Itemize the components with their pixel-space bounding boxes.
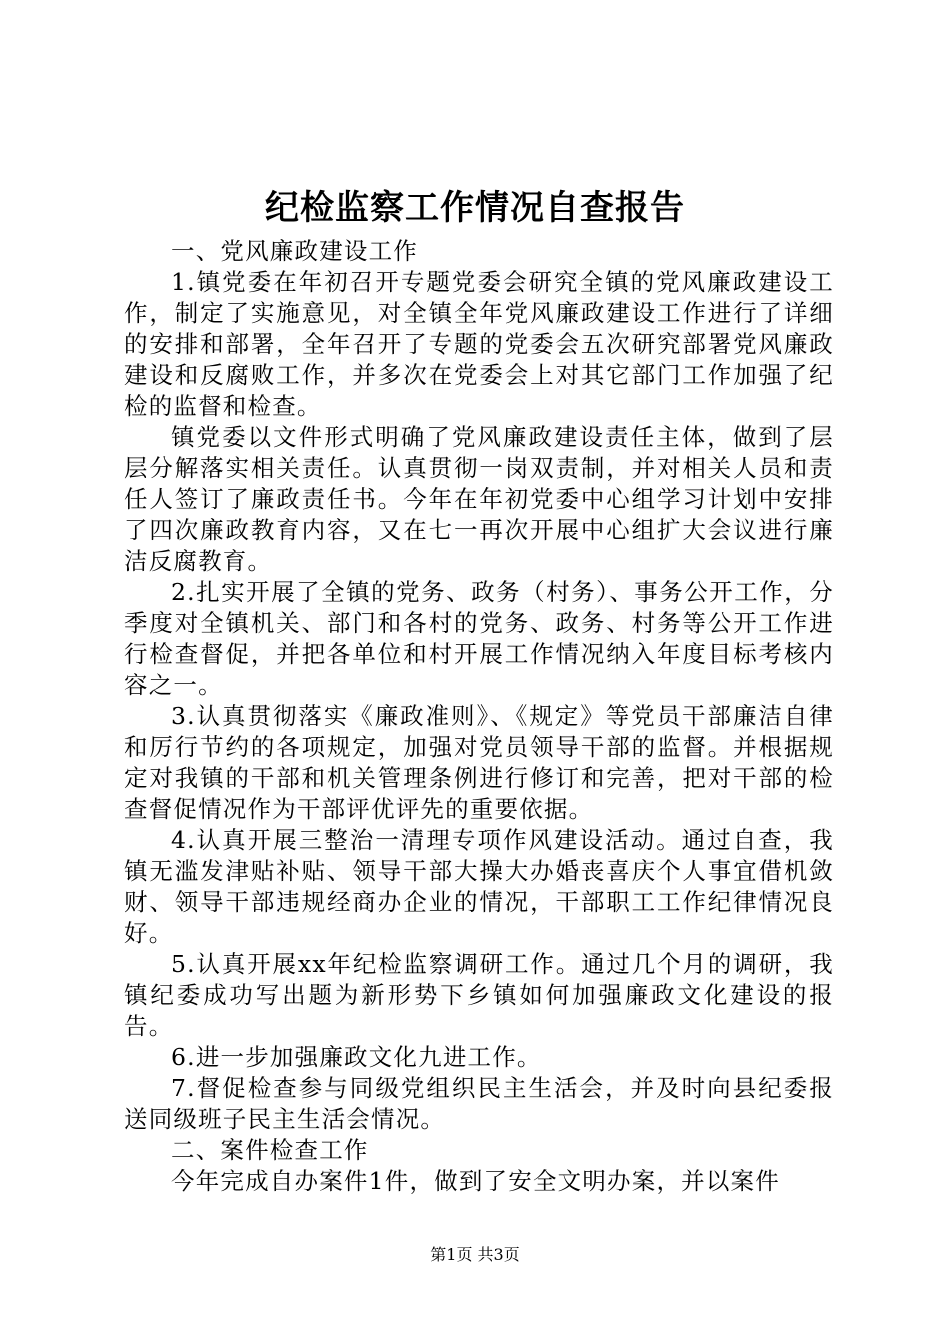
paragraph-4: 3.认真贯彻落实《廉政准则》、《规定》等党员干部廉洁自律和厉行节约的各项规定，加强对党员领导干部的监督。并根据规定对我镇的干部和机关管理条例进行修订和完善，把对干部的检查督促情况作为干部评优评先的重要依据。: [124, 702, 834, 823]
paragraph-2: 镇党委以文件形式明确了党风廉政建设责任主体，做到了层层分解落实相关责任。认真贯彻一岗双责制，并对相关人员和责任人签订了廉政责任书。今年在年初党委中心组学习计划中安排了四次廉政教育内容，又在七一再次开展中心组扩大会议进行廉洁反腐教育。: [124, 423, 834, 575]
page-footer: 第1页 共3页: [430, 1245, 520, 1264]
paragraph-3: 2.扎实开展了全镇的党务、政务（村务）、事务公开工作，分季度对全镇机关、部门和各村的党务、政务、村务等公开工作进行检查督促，并把各单位和村开展工作情况纳入年度目标考核内容之一。: [124, 578, 834, 699]
paragraph-8: 7.督促检查参与同级党组织民主生活会，并及时向县纪委报送同级班子民主生活会情况。: [124, 1074, 834, 1133]
section-heading-2: 二、案件检查工作: [171, 1136, 369, 1164]
document-body: [124, 236, 834, 1197]
paragraph-5: 4.认真开展三整治一清理专项作风建设活动。通过自查，我镇无滥发津贴补贴、领导干部大操大办婚丧喜庆个人事宜借机敛财、领导干部违规经商办企业的情况，干部职工工作纪律情况良好。: [124, 826, 834, 947]
document-title: 纪检监察工作情况自查报告: [265, 188, 685, 228]
section-heading-1: 一、党风廉政建设工作: [171, 237, 418, 265]
paragraph-9: 今年完成自办案件1件，做到了安全文明办案，并以案件: [171, 1167, 780, 1195]
paragraph-6: 5.认真开展xx年纪检监察调研工作。通过几个月的调研，我镇纪委成功写出题为新形势下乡镇如何加强廉政文化建设的报告。: [124, 950, 834, 1040]
paragraph-7: 6.进一步加强廉政文化九进工作。: [171, 1043, 542, 1071]
paragraph-1: 1.镇党委在年初召开专题党委会研究全镇的党风廉政建设工作，制定了实施意见，对全镇全年党风廉政建设工作进行了详细的安排和部署，全年召开了专题的党委会五次研究部署党风廉政建设和反腐败工作，并多次在党委会上对其它部门工作加强了纪检的监督和检查。: [124, 268, 834, 420]
